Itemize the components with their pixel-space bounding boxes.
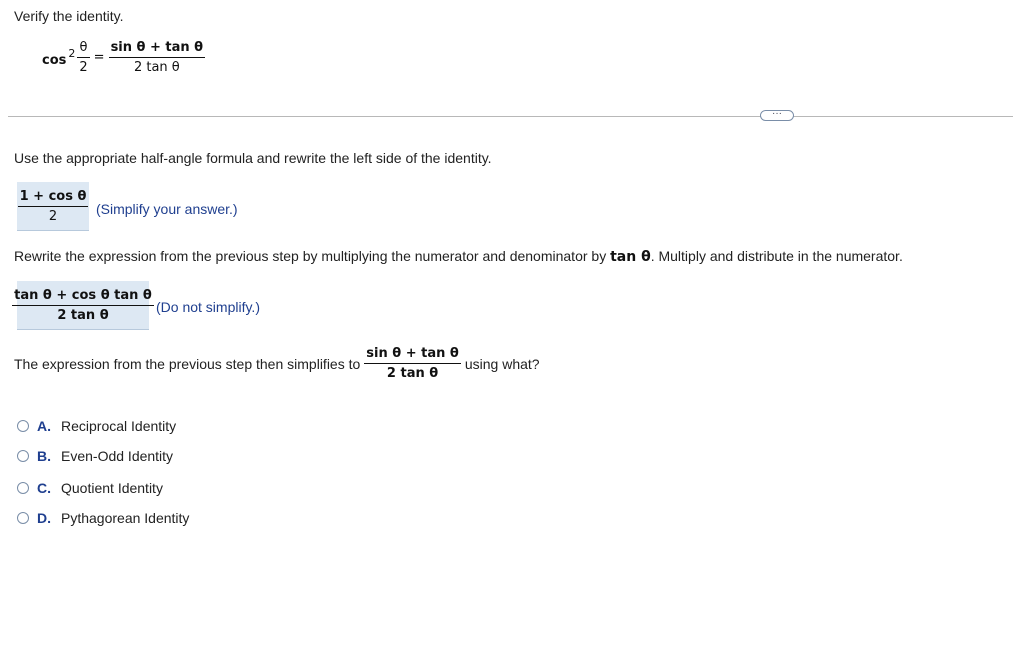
section-divider [8,116,1013,117]
choice-text: Pythagorean Identity [61,510,190,526]
step2-answer-den: 2 tan θ [57,307,109,323]
identity-equation [42,40,205,75]
step3-post: using what? [464,355,540,372]
more-options-button[interactable]: ··· [760,110,794,121]
step3-frac-num: sin θ + tan θ [366,346,459,361]
identity-equals: = [93,50,105,65]
identity-lhs-func: cos [42,53,67,68]
step2-answer-num: tan θ + cos θ tan θ [14,287,152,303]
choice-text: Quotient Identity [61,480,163,496]
choice-c[interactable] [17,480,163,496]
step2-instruction-post: . Multiply and distribute in the numerator. [650,248,903,264]
step1-answer-fraction [18,189,89,224]
choice-letter: A. [37,418,51,434]
step2-answer-fraction [12,288,154,323]
radio-button[interactable] [17,482,29,494]
step3-pre: The expression from the previous step then simplifies to [14,355,361,372]
step3-frac-den: 2 tan θ [386,366,439,381]
step2-answer-box[interactable] [14,281,152,330]
step2-instruction-bold: tan θ [610,249,651,265]
step2-instruction-pre: Rewrite the expression from the previous step by multiplying the numerator and denominator by [14,248,611,264]
step1-answer-den: 2 [48,208,58,224]
choice-letter: C. [37,480,51,496]
step2-instruction [14,248,903,265]
choice-a[interactable] [17,418,176,434]
step1-answer-box[interactable] [17,182,89,231]
step1-instruction: Use the appropriate half-angle formula and rewrite the left side of the identity. [14,150,492,166]
choice-text: Even-Odd Identity [61,448,174,464]
identity-lhs-fraction [77,40,89,75]
choice-b[interactable] [17,448,173,464]
identity-lhs-num: θ [79,40,88,55]
identity-lhs-exponent: 2 [68,47,76,60]
step3-fraction [364,346,461,381]
radio-button[interactable] [17,420,29,432]
choice-letter: B. [37,448,51,464]
choice-text: Reciprocal Identity [61,418,177,434]
choice-d[interactable] [17,510,189,526]
question-prompt: Verify the identity. [14,8,124,24]
identity-lhs-den: 2 [79,60,88,75]
step3-question [14,346,540,381]
radio-button[interactable] [17,512,29,524]
step1-hint: (Simplify your answer.) [96,201,238,217]
identity-rhs-den: 2 tan θ [133,60,180,75]
radio-button[interactable] [17,450,29,462]
identity-rhs-fraction [109,40,206,75]
step1-answer-num: 1 + cos θ [19,188,87,204]
identity-rhs-num: sin θ + tan θ [110,40,204,55]
step2-hint: (Do not simplify.) [156,299,260,315]
choice-letter: D. [37,510,51,526]
